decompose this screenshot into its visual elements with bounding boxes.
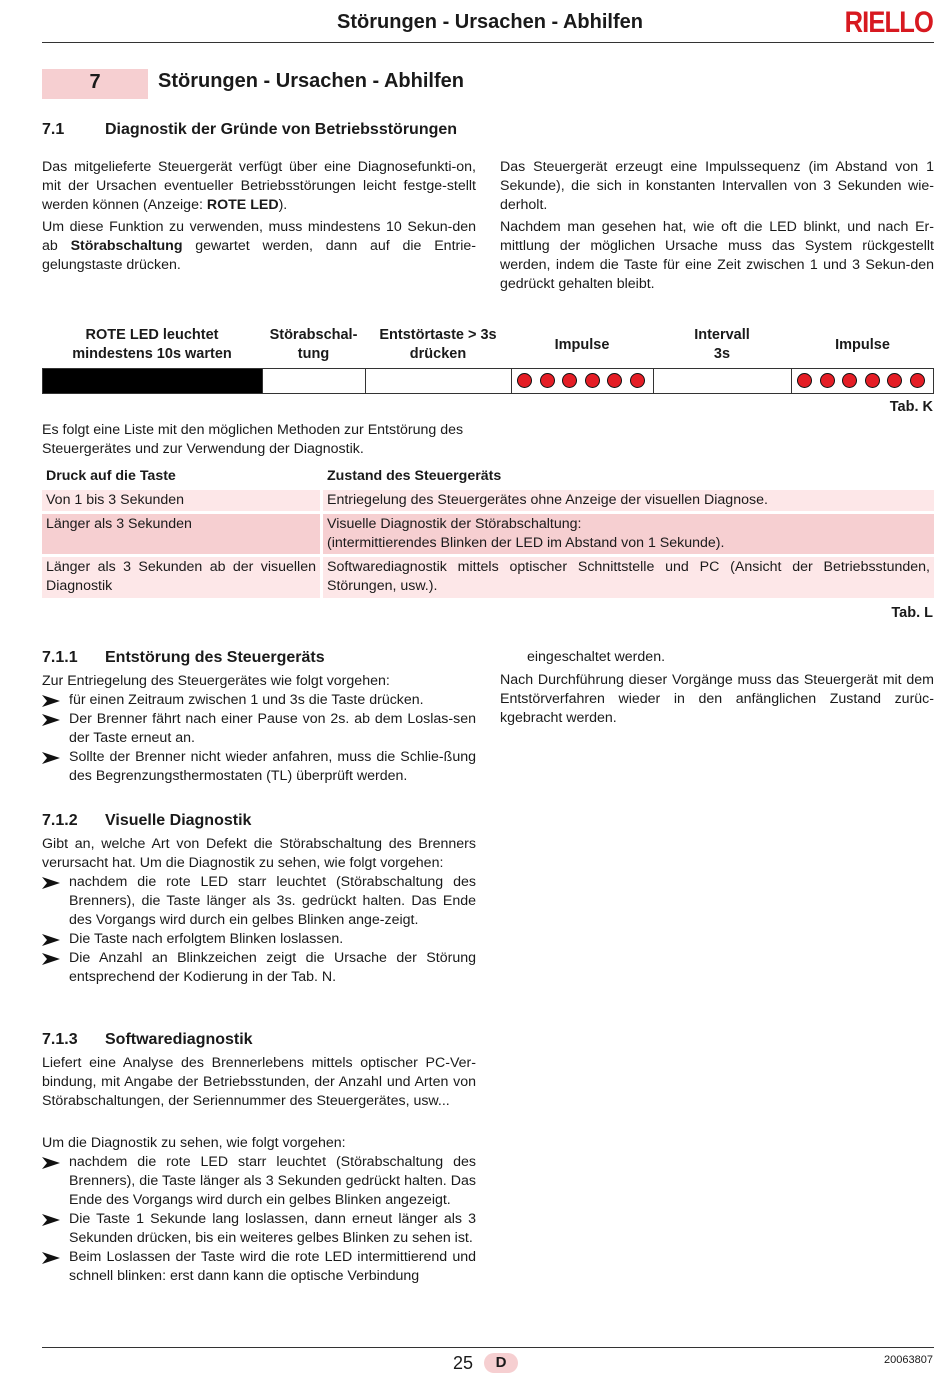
arrow-bullet-icon xyxy=(42,1157,60,1169)
section-7-1-3-list xyxy=(42,1153,476,1286)
table-header-row xyxy=(42,466,934,488)
footer-divider xyxy=(42,1347,934,1348)
list-item: nachdem die rote LED starr leuchtet (Störabschaltung des Brenners), die Taste länger als 3 Sekunden gedrückt halten. Das Ende des Vorgangs wird durch ein gelbes Blinken angezeigt. xyxy=(42,1153,476,1210)
arrow-bullet-icon xyxy=(42,877,60,889)
diagram-header-pulses-2: Impulse xyxy=(835,337,890,353)
section-7-1-3-continued: eingeschaltet werden. xyxy=(527,649,666,665)
section-7-1-1-list xyxy=(42,691,476,786)
led-pulse-dot xyxy=(540,373,555,388)
section-7-1-3-intro2: Um die Diagnostik zu sehen, wie folgt vorgehen: xyxy=(42,1135,346,1151)
table-header-button: Druck auf die Taste xyxy=(46,468,176,484)
led-pulse-dot xyxy=(585,373,600,388)
led-pulse-dot xyxy=(607,373,622,388)
table-cell: Von 1 bis 3 Sekunden xyxy=(42,490,320,511)
led-steady-cell xyxy=(43,369,262,393)
diagram-header-lockout: Störabschal- tung xyxy=(269,327,358,362)
section-7-1-3-final: Nach Durchführung dieser Vorgänge muss das Steuergerät mit dem Entstörverfahren wieder in den anfänglichen Zustand zurüc-kgebracht werden. xyxy=(500,672,934,726)
led-pulse-dot xyxy=(887,373,902,388)
section-7-1-1-number: 7.1.1 xyxy=(42,649,78,666)
arrow-bullet-icon xyxy=(42,752,60,764)
table-cell: Entriegelung des Steuergerätes ohne Anzeige der visuellen Diagnose. xyxy=(323,490,934,511)
section-7-1-2-number: 7.1.2 xyxy=(42,812,78,829)
page-header-title: Störungen - Ursachen - Abhilfen xyxy=(337,11,643,33)
list-item: nachdem die rote LED starr leuchtet (Störabschaltung des Brenners), die Taste länger als 3s. gedrückt halten. Das Ende des Vorgangs wird durch ein gelbes Blinken ange-zeigt. xyxy=(42,873,476,930)
reset-cell xyxy=(365,369,511,393)
list-item: für einen Zeitraum zwischen 1 und 3s die Taste drücken. xyxy=(42,691,476,710)
table-cell: Länger als 3 Sekunden xyxy=(42,514,320,554)
led-pulse-dot xyxy=(797,373,812,388)
intro-list-text: Es folgt eine Liste mit den möglichen Methoden zur Entstörung des Steuergerätes und zur Verwendung der Diagnostik. xyxy=(42,422,464,457)
pulses-cell-1 xyxy=(511,369,653,393)
section-7-1-right-p2: Nachdem man gesehen hat, wie oft die LED blinkt, und nach Er-mittlung der möglichen Ursache muss das System rückgestellt werden, indem die Taste für eine Zeit zwischen 1 und 3 Sekun-den gedrückt gehalten bleibt. xyxy=(500,219,934,292)
section-7-1-3-intro: Liefert eine Analyse des Brennerlebens mittels optischer PC-Ver-bindung, mit Angabe der Betriebsstunden, der Anzahl und Arten von Störabschaltungen, der Seriennummer des Steuergerätes, usw... xyxy=(42,1055,476,1109)
section-7-1-3-number: 7.1.3 xyxy=(42,1031,78,1048)
table-cell: Softwarediagnostik mittels optischer Schnittstelle und PC (Ansicht der Betriebsstunden, Störungen, usw.). xyxy=(323,557,934,598)
tab-k-label: Tab. K xyxy=(889,399,933,415)
section-7-1-right-p1: Das Steuergerät erzeugt eine Impulssequenz (im Abstand von 1 Sekunde), die sich in konstanten Intervallen von 3 Sekunden wie-derholt. xyxy=(500,159,934,213)
table-cell: Visuelle Diagnostik der Störabschaltung: (intermittierendes Blinken der LED im Abstand von 1 Sekunde). xyxy=(323,514,934,554)
document-number: 20063807 xyxy=(884,1354,933,1366)
riello-logo: RIELLO xyxy=(844,6,933,39)
section-7-1-2-title: Visuelle Diagnostik xyxy=(105,812,252,829)
table-header-state: Zustand des Steuergeräts xyxy=(327,468,502,484)
section-7-1-2-intro: Gibt an, welche Art von Defekt die Störabschaltung des Brenners verursacht hat. Um die Diagnostik zu sehen, wie folgt vorgehen: xyxy=(42,836,476,871)
diagram-header-interval: Intervall 3s xyxy=(694,327,750,362)
led-sequence-diagram xyxy=(42,368,934,394)
pulses-cell-2 xyxy=(791,369,933,393)
list-item: Die Taste nach erfolgtem Blinken loslassen. xyxy=(42,930,476,949)
list-item: Die Taste 1 Sekunde lang loslassen, dann erneut länger als 3 Sekunden drücken, bis ein weiteres gelbes Blinken zu sehen ist. xyxy=(42,1210,476,1248)
led-pulse-dot xyxy=(562,373,577,388)
tab-l-label: Tab. L xyxy=(891,605,933,621)
led-pulse-dot xyxy=(910,373,925,388)
arrow-bullet-icon xyxy=(42,934,60,946)
led-pulse-dot xyxy=(865,373,880,388)
language-badge: D xyxy=(484,1353,518,1373)
section-7-1-1-title: Entstörung des Steuergeräts xyxy=(105,649,325,666)
section-7-1-number: 7.1 xyxy=(42,121,65,138)
arrow-bullet-icon xyxy=(42,953,60,965)
led-pulse-dot xyxy=(630,373,645,388)
table-row xyxy=(42,514,934,554)
table-row xyxy=(42,490,934,511)
section-7-1-1-intro: Zur Entriegelung des Steuergerätes wie folgt vorgehen: xyxy=(42,673,390,689)
section-7-1-left-p2: Um diese Funktion zu verwenden, muss mindestens 10 Sekun-den ab Störabschaltung gewartet werden, dann auf die Entrie-gelungstaste drücken. xyxy=(42,219,476,273)
section-7-1-3-title: Softwarediagnostik xyxy=(105,1031,253,1048)
list-item: Beim Loslassen der Taste wird die rote LED intermittierend und schnell blinken: erst dann kann die optische Verbindung xyxy=(42,1248,476,1286)
diagram-header-pulses-1: Impulse xyxy=(554,337,610,353)
diagram-header-reset: Entstörtaste > 3s drücken xyxy=(379,327,497,362)
section-7-1-2-list xyxy=(42,873,476,987)
table-cell: Länger als 3 Sekunden ab der visuellen Diagnostik xyxy=(42,557,320,598)
led-pulse-dot xyxy=(842,373,857,388)
header-divider xyxy=(42,42,934,43)
diagram-header-led: ROTE LED leuchtet mindestens 10s warten xyxy=(72,327,232,362)
section-7-1-left-p1: Das mitgelieferte Steuergerät verfügt über eine Diagnosefunkti-on, mit der Ursachen eventueller Betriebsstörungen leicht festge-stellt werden können (Anzeige: ROTE LED). xyxy=(42,159,476,213)
list-item: Sollte der Brenner nicht wieder anfahren, muss die Schlie-ßung des Begrenzungsthermostaten (TL) überprüft werden. xyxy=(42,748,476,786)
arrow-bullet-icon xyxy=(42,714,60,726)
list-item: Die Anzahl an Blinkzeichen zeigt die Ursache der Störung entsprechend der Kodierung in der Tab. N. xyxy=(42,949,476,987)
list-item: Der Brenner fährt nach einer Pause von 2s. ab dem Loslas-sen der Taste erneut an. xyxy=(42,710,476,748)
led-pulse-dot xyxy=(517,373,532,388)
chapter-title: Störungen - Ursachen - Abhilfen xyxy=(158,70,464,92)
interval-cell xyxy=(653,369,791,393)
arrow-bullet-icon xyxy=(42,1214,60,1226)
page-number: 25 xyxy=(453,1353,474,1373)
arrow-bullet-icon xyxy=(42,695,60,707)
table-row xyxy=(42,557,934,598)
led-pulse-dot xyxy=(820,373,835,388)
arrow-bullet-icon xyxy=(42,1252,60,1264)
section-7-1-title: Diagnostik der Gründe von Betriebsstörungen xyxy=(105,121,458,138)
lockout-cell xyxy=(262,369,365,393)
chapter-number: 7 xyxy=(42,69,148,99)
